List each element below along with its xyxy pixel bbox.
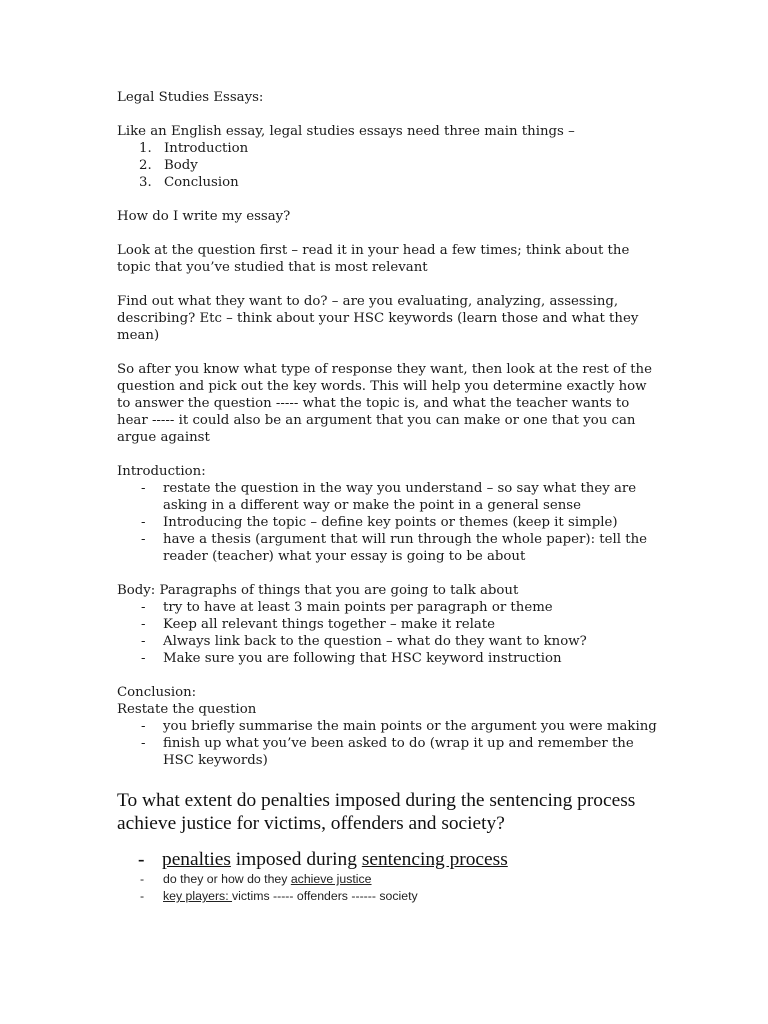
- dash-bullet: -: [141, 532, 146, 547]
- breakdown-text: imposed during: [230, 849, 362, 870]
- list-number: 3.: [139, 175, 152, 190]
- list-number: 2.: [139, 158, 152, 173]
- list-item-text: Conclusion: [164, 175, 239, 190]
- list-number: 1.: [139, 141, 152, 156]
- dash-bullet: -: [138, 849, 145, 870]
- list-item: [117, 531, 662, 565]
- dash-bullet: -: [141, 600, 146, 615]
- list-item: [117, 650, 662, 667]
- dash-bullet: -: [141, 719, 146, 734]
- breakdown-text: do they or how do they: [163, 872, 291, 886]
- conclusion-subheading: Restate the question: [117, 702, 257, 717]
- list-item-text: Keep all relevant things together – make it relate: [163, 617, 496, 632]
- list-item-text: have a thesis (argument that will run through the whole paper): tell the reader (teacher) what your essay is going to be about: [163, 532, 648, 564]
- body-list: [117, 599, 662, 667]
- dash-bullet: -: [141, 515, 146, 530]
- breakdown-line-2: [140, 871, 660, 888]
- paragraph-find-out: Find out what they want to do? – are you evaluating, analyzing, assessing, describing? Etc – think about your HSC keywords (learn those and what they mean): [117, 294, 639, 343]
- list-item-text: try to have at least 3 main points per paragraph or theme: [163, 600, 553, 615]
- breakdown-line-3: [140, 888, 660, 905]
- list-item-text: Always link back to the question – what do they want to know?: [163, 634, 587, 649]
- list-item-text: finish up what you’ve been asked to do (wrap it up and remember the HSC keywords): [163, 736, 634, 768]
- conclusion-heading: Conclusion:: [117, 685, 197, 700]
- dash-bullet: -: [140, 889, 145, 903]
- keyword-key-players: key players:: [163, 889, 233, 903]
- list-item: [117, 140, 662, 157]
- how-question: How do I write my essay?: [117, 209, 291, 224]
- dash-bullet: -: [140, 872, 145, 886]
- notes-section: [117, 89, 662, 769]
- list-item-text: Body: [164, 158, 198, 173]
- list-item-text: you briefly summarise the main points or the argument you were making: [163, 719, 657, 734]
- list-item-text: Make sure you are following that HSC keyword instruction: [163, 651, 562, 666]
- introduction-heading: Introduction:: [117, 464, 206, 479]
- list-item: [117, 599, 662, 616]
- paragraph-response-type: So after you know what type of response they want, then look at the rest of the question and pick out the key words. This will help you determine exactly how to answer the question ----- what the topic is, and what the teacher wants to hear ----- it could also be an argument that you can make or one that you can argue against: [117, 362, 652, 445]
- document-title: Legal Studies Essays:: [117, 90, 264, 105]
- keyword-sentencing-process: sentencing process: [361, 849, 508, 870]
- list-item: [117, 514, 662, 531]
- intro-line: Like an English essay, legal studies essays need three main things –: [117, 124, 575, 139]
- dash-bullet: -: [141, 651, 146, 666]
- body-heading: Body: Paragraphs of things that you are going to talk about: [117, 583, 519, 598]
- dash-bullet: -: [141, 481, 146, 496]
- list-item: [117, 174, 662, 191]
- dash-bullet: -: [141, 736, 146, 751]
- breakdown-text: victims ----- offenders ------ society: [232, 889, 418, 903]
- keyword-achieve-justice: achieve justice: [290, 872, 372, 886]
- list-item: [117, 633, 662, 650]
- list-item: [117, 735, 662, 769]
- keyword-penalties: penalties: [162, 849, 231, 870]
- main-things-list: [117, 140, 662, 191]
- dash-bullet: -: [141, 617, 146, 632]
- list-item: [117, 157, 662, 174]
- essay-question: To what extent do penalties imposed during the sentencing process achieve justice for victims, offenders and society?: [117, 790, 636, 834]
- conclusion-list: [117, 718, 662, 769]
- list-item: [117, 718, 662, 735]
- list-item: [117, 480, 662, 514]
- list-item-text: restate the question in the way you understand – so say what they are asking in a different way or make the point in a general sense: [163, 481, 637, 513]
- introduction-list: [117, 480, 662, 565]
- list-item: [117, 616, 662, 633]
- breakdown-line-1: [140, 848, 660, 871]
- dash-bullet: -: [141, 634, 146, 649]
- list-item-text: Introduction: [164, 141, 249, 156]
- paragraph-look-at-question: Look at the question first – read it in your head a few times; think about the topic that you’ve studied that is most relevant: [117, 243, 630, 275]
- list-item-text: Introducing the topic – define key points or themes (keep it simple): [163, 515, 618, 530]
